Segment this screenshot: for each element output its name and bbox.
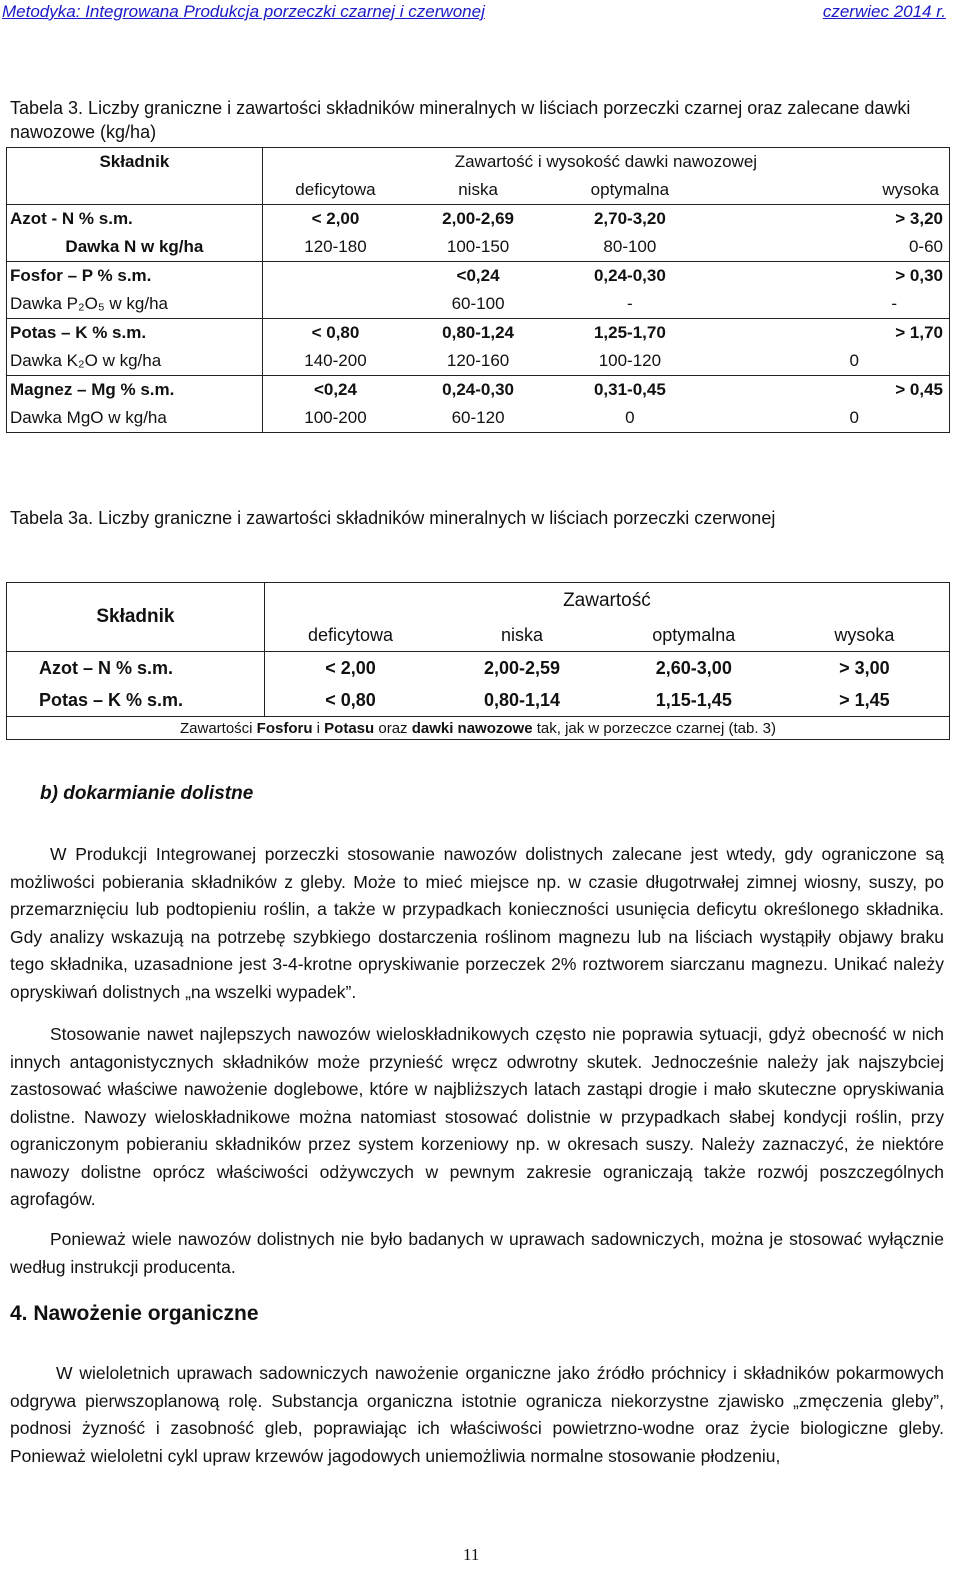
table-row [7, 376, 950, 405]
row-label: Magnez – Mg % s.m. [10, 380, 175, 399]
table-row [7, 205, 950, 234]
section-b-heading: b) dokarmianie dolistne [40, 783, 254, 804]
section-4-heading: 4. Nawożenie organiczne [10, 1302, 259, 1325]
level-label: niska [436, 619, 608, 652]
cell: 0,80-1,14 [483, 689, 561, 710]
cell: 80-100 [548, 233, 712, 262]
table3a-note-row [7, 717, 950, 740]
cell [262, 262, 408, 291]
cell: > 1,45 [839, 689, 890, 710]
table3a-caption: Tabela 3a. Liczby graniczne i zawartości składników mineralnych w liściach porzeczki czerwonej [10, 508, 776, 528]
cell: <0,24 [456, 266, 500, 285]
level-label: deficytowa [264, 619, 436, 652]
table3-col-header-group: Zawartość i wysokość dawki nawozowej [262, 148, 949, 177]
cell: 2,70-3,20 [593, 209, 666, 228]
table-row [7, 652, 950, 685]
cell: 100-120 [548, 347, 712, 376]
cell: 60-100 [408, 290, 548, 319]
cell: 100-200 [262, 404, 408, 433]
table3-caption: Tabela 3. Liczby graniczne i zawartości składników mineralnych w liściach porzeczki czarnej oraz zalecane dawki nawozowe (kg/ha) [10, 98, 911, 142]
row-label: Azot - N % s.m. [10, 209, 133, 228]
cell: 140-200 [262, 347, 408, 376]
cell: 0,24-0,30 [593, 266, 666, 285]
cell: 0,31-0,45 [593, 380, 666, 399]
row-label: Dawka P₂O₅ w kg/ha [7, 290, 263, 319]
level-label: niska [408, 176, 548, 205]
cell: > 0,45 [895, 380, 943, 399]
row-label: Fosfor – P % s.m. [10, 266, 152, 285]
level-label: wysoka [780, 619, 950, 652]
cell: < 2,00 [311, 209, 360, 228]
page-number: 11 [463, 1545, 480, 1564]
table3-header-row [7, 148, 950, 177]
row-label: Dawka N w kg/ha [65, 237, 204, 256]
cell: 2,60-3,00 [655, 657, 732, 678]
cell: 0,80-1,24 [442, 323, 514, 342]
cell: 0-60 [712, 233, 950, 262]
table-row [7, 684, 950, 717]
page-header [0, 0, 960, 28]
row-label: Azot – N % s.m. [39, 657, 174, 678]
cell: 0 [548, 404, 712, 433]
table-row [7, 262, 950, 291]
header-title: Metodyka: Integrowana Produkcja porzeczki czarnej i czerwonej [2, 2, 485, 21]
cell: < 0,80 [325, 689, 376, 710]
section-b-paragraph-1: W Produkcji Integrowanej porzeczki stosowanie nawozów dolistnych zalecane jest wtedy, gdy ograniczone są możliwości pobierania składników z gleby. Może to mieć miejsce np. w czasie długotrwałej zimnej wiosny, suszy, po przemarznięciu lub podtopieniu roślin, a także w przypadkach konieczności usunięcia deficytu określonego składnika. Gdy analizy wskazują na potrzebę szybkiego dostarczenia roślinom magnezu lub na liściach wystąpiły objawy braku tego składnika, uzasadnione jest 3-4-krotne opryskiwanie porzeczek 2% roztworem siarczanu magnezu. Unikać należy opryskiwań dolistnych „na wszelki wypadek”. [10, 844, 944, 1002]
cell: 1,25-1,70 [593, 323, 666, 342]
table3a-col-header-first: Składnik [7, 583, 265, 652]
cell [262, 290, 408, 319]
level-label: optymalna [608, 619, 780, 652]
section-4-paragraph-1: W wieloletnich uprawach sadowniczych nawożenie organiczne jako źródło próchnicy i składników pokarmowych odgrywa pierwszoplanową rolę. Substancja organiczna istotnie ogranicza niekorzystne zjawisko „zmęczenia gleby”, podnosi żyzność i zasobność gleb, poprawiając ich właściwości powietrzno-wodne oraz życie biologiczne gleby. Ponieważ wieloletni cykl upraw krzewów jagodowych uniemożliwia normalne stosowanie płodzeniu, [10, 1363, 944, 1466]
table-row [7, 347, 950, 376]
cell: 2,00-2,59 [483, 657, 561, 678]
cell: 2,00-2,69 [442, 209, 514, 228]
table3 [6, 147, 950, 433]
section-b-paragraph-2: Stosowanie nawet najlepszych nawozów wieloskładnikowych często nie poprawia sytuacji, gdyż obecność w nich innych antagonistycznych składników może przynieść wręcz odwrotny skutek. Jednocześnie należy jak najszybciej zastosować właściwe nawożenie doglebowe, które w najbliższych latach zastąpi drogie i mało skuteczne opryskiwania dolistne. Nawozy wieloskładnikowe można natomiast stosować dolistnie w przypadkach słabej kondycji roślin, przy ograniczonym pobieraniu składników przez system korzeniowy np. w okresach suszy. Należy zaznaczyć, że niektóre nawozy dolistne oprócz właściwości odżywczych w pewnym zakresie ograniczają także rozwój poszczególnych agrofagów. [10, 1024, 944, 1209]
header-date: czerwiec 2014 r. [822, 2, 946, 21]
cell: - [548, 290, 712, 319]
table3a-header-row [7, 583, 950, 620]
table3-levels-row [7, 176, 950, 205]
row-label: Dawka K₂O w kg/ha [7, 347, 263, 376]
table-row [7, 404, 950, 433]
row-label: Dawka MgO w kg/ha [7, 404, 263, 433]
cell: < 0,80 [311, 323, 360, 342]
cell: 100-150 [408, 233, 548, 262]
cell: <0,24 [313, 380, 357, 399]
cell: < 2,00 [325, 657, 376, 678]
cell: > 3,00 [839, 657, 890, 678]
table-row [7, 319, 950, 348]
table3-col-header-first: Składnik [7, 148, 263, 177]
cell: 60-120 [408, 404, 548, 433]
table3a-col-header-group: Zawartość [264, 583, 949, 620]
cell: 0 [712, 404, 950, 433]
level-label: deficytowa [262, 176, 408, 205]
row-label: Potas – K % s.m. [10, 323, 147, 342]
table3a-note: Zawartości Fosforu i Potasu oraz dawki nawozowe tak, jak w porzeczce czarnej (tab. 3) [7, 717, 950, 740]
cell: 1,15-1,45 [655, 689, 732, 710]
row-label: Potas – K % s.m. [39, 689, 184, 710]
cell: - [712, 290, 950, 319]
cell: 120-180 [262, 233, 408, 262]
level-label: optymalna [548, 176, 712, 205]
section-b-paragraph-3: Ponieważ wiele nawozów dolistnych nie było badanych w uprawach sadowniczych, można je stosować wyłącznie według instrukcji producenta. [10, 1229, 944, 1277]
level-label: wysoka [712, 176, 950, 205]
cell: > 3,20 [895, 209, 943, 228]
cell: 120-160 [408, 347, 548, 376]
cell: > 1,70 [895, 323, 943, 342]
table-row [7, 290, 950, 319]
table-row [7, 233, 950, 262]
cell: > 0,30 [895, 266, 943, 285]
cell: 0 [712, 347, 950, 376]
cell: 0,24-0,30 [442, 380, 514, 399]
table3a [6, 582, 950, 740]
